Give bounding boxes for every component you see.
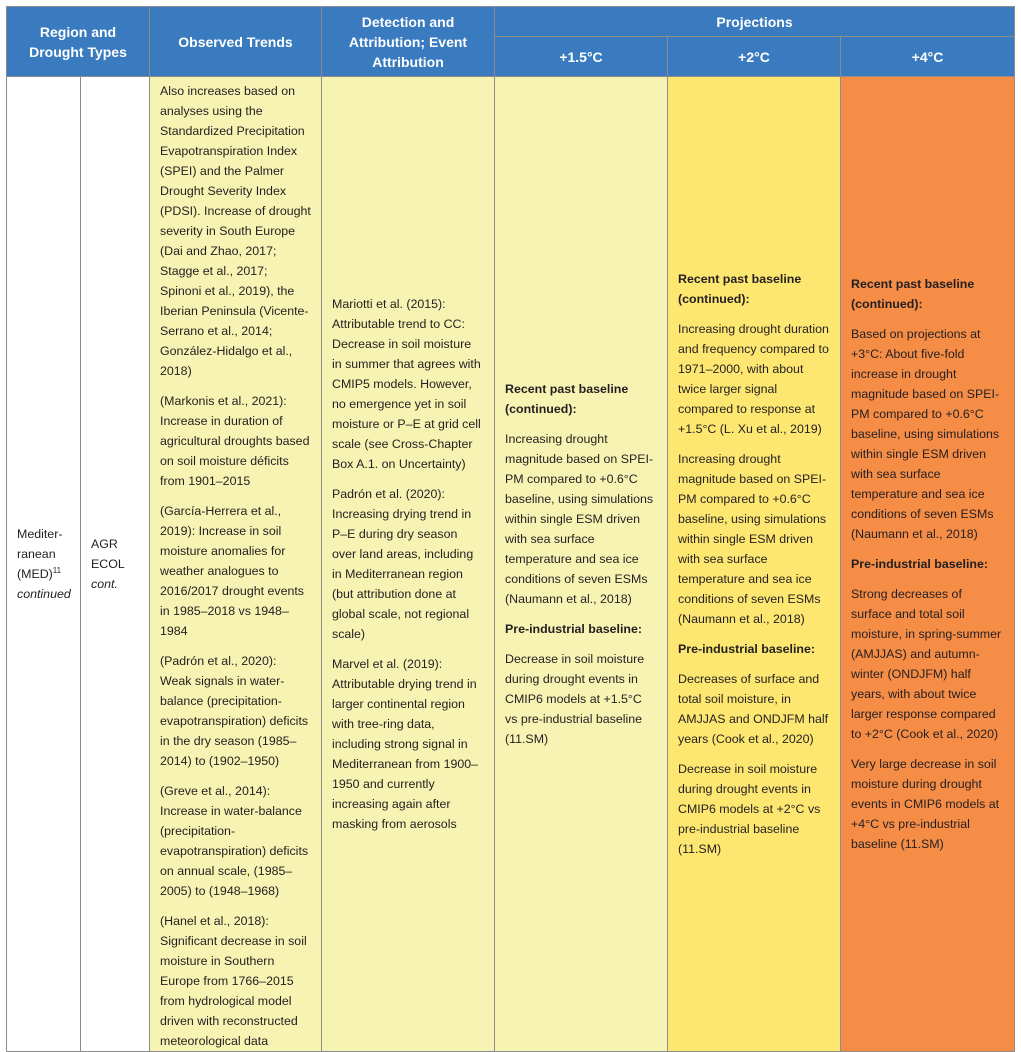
- region-cell: [7, 77, 150, 1052]
- projection-1-5c-cell: [495, 77, 668, 1052]
- projection-2c-cell: [668, 77, 841, 1052]
- observed-entry: Also increases based on analyses using the Standardized Precipitation Evapotranspiration Index (SPEI) and the Palmer Drought Severity Index (PDSI). Increase of drought severity in South Europe (Dai and Zhao, 2017; Stagge et al., 2017; Spinoni et al., 2019), the Iberian Peninsula (Vicente-Serrano et al., 2014; González-Hidalgo et al., 2018): [160, 84, 311, 378]
- projection-entry: Increasing drought magnitude based on SPEI-PM compared to +0.6°C baseline, using simulations within single ESM driven with sea surface temperature and sea ice conditions of seven ESMs (Naumann et al., 2018): [505, 432, 654, 606]
- pre-industrial-baseline-heading: Pre-industrial baseline:: [851, 557, 989, 571]
- region-footnote: 11: [52, 565, 62, 575]
- projection-entry: Decrease in soil moisture during drought events in CMIP6 models at +1.5°C vs pre-industrial baseline (11.SM): [505, 652, 645, 746]
- projection-entry: Increasing drought magnitude based on SPEI-PM compared to +0.6°C baseline, using simulations within single ESM driven with sea surface temperature and sea ice conditions of seven ESMs (Naumann et al., 2018): [678, 452, 827, 626]
- observed-entry: (Greve et al., 2014): Increase in water-balance (precipitation-evapotranspiration) deficits on annual scale, (1985–2005) to (1948–1968): [160, 784, 309, 898]
- observed-entry: (Hanel et al., 2018): Significant decrease in soil moisture in Southern Europe from 1766–2015 from hydrological model driven with reconstructed meteorological data: [160, 914, 307, 1048]
- recent-past-baseline-heading: Recent past baseline (continued):: [678, 272, 802, 306]
- pre-industrial-baseline-heading: Pre-industrial baseline:: [678, 642, 816, 656]
- region-continued: continued: [17, 587, 71, 601]
- recent-past-baseline-heading: Recent past baseline (continued):: [851, 277, 975, 311]
- header-projection-4c: +4°C: [841, 37, 1015, 77]
- pre-industrial-baseline-heading: Pre-industrial baseline:: [505, 622, 643, 636]
- projection-entry: Decreases of surface and total soil moisture, in AMJJAS and ONDJFM half years (Cook et al., 2020): [678, 672, 829, 746]
- observed-entry: (Markonis et al., 2021): Increase in duration of agricultural droughts based on soil moisture déficits from 1901–2015: [160, 394, 310, 488]
- recent-past-baseline-heading: Recent past baseline (continued):: [505, 382, 629, 416]
- projection-entry: Based on projections at +3°C: About five-fold increase in drought magnitude based on SPEI-PM compared to +0.6°C baseline, using simulations within single ESM driven with sea surface temperature and sea ice conditions of seven ESMs (Naumann et al., 2018): [851, 327, 1000, 541]
- detection-entry: Mariotti et al. (2015): Attributable trend to CC: Decrease in soil moisture in summer that agrees with CMIP5 models. However, no emergence yet in soil moisture or P–E at grid cell scale (see Cross-Chapter Box A.1. on Uncertainty): [332, 297, 481, 471]
- projection-4c-cell: [841, 77, 1015, 1052]
- header-projections: Projections: [495, 7, 1015, 37]
- projection-entry: Very large decrease in soil moisture during drought events in CMIP6 models at +4°C vs pre-industrial baseline (11.SM): [851, 757, 1000, 851]
- projection-entry: Increasing drought duration and frequency compared to 1971–2000, with about twice larger signal compared to response at +1.5°C (L. Xu et al., 2019): [678, 322, 829, 436]
- projection-entry: Strong decreases of surface and total soil moisture, in spring-summer (AMJJAS) and autumn-winter (ONDJFM) half years, with about twice larger response compared to +2°C (Cook et al., 2020): [851, 587, 1002, 741]
- header-detection-attribution: Detection and Attribution; Event Attribution: [322, 7, 495, 77]
- region-name: Mediter- ranean (MED): [17, 527, 63, 581]
- observed-entry: (Padrón et al., 2020): Weak signals in water-balance (precipitation-evapotranspiration) deficits in the dry season (1985–2014) to (1902–1950): [160, 654, 309, 768]
- drought-types: AGR ECOL: [91, 537, 125, 571]
- header-region: Region and Drought Types: [7, 7, 150, 77]
- detection-attribution-cell: [322, 77, 495, 1052]
- observed-trends-cell: [150, 77, 322, 1052]
- header-projection-2c: +2°C: [668, 37, 841, 77]
- header-observed-trends: Observed Trends: [150, 7, 322, 77]
- drought-types-continued: cont.: [91, 577, 118, 591]
- projection-entry: Decrease in soil moisture during drought events in CMIP6 models at +2°C vs pre-industrial baseline (11.SM): [678, 762, 821, 856]
- detection-entry: Marvel et al. (2019): Attributable drying trend in larger continental region with tree-ring data, including strong signal in Mediterranean from 1900–1950 and currently increasing again after masking from aerosols: [332, 657, 479, 831]
- observed-entry: (García-Herrera et al., 2019): Increase in soil moisture anomalies for weather analogues to 2016/2017 drought events in 1985–2018 vs 1948–1984: [160, 504, 304, 638]
- detection-entry: Padrón et al. (2020): Increasing drying trend in P–E during dry season over land areas, including in Mediterranean region (but attribution done at global scale, not regional scale): [332, 487, 474, 641]
- header-projection-1-5c: +1.5°C: [495, 37, 668, 77]
- drought-assessment-table: [6, 6, 1015, 1052]
